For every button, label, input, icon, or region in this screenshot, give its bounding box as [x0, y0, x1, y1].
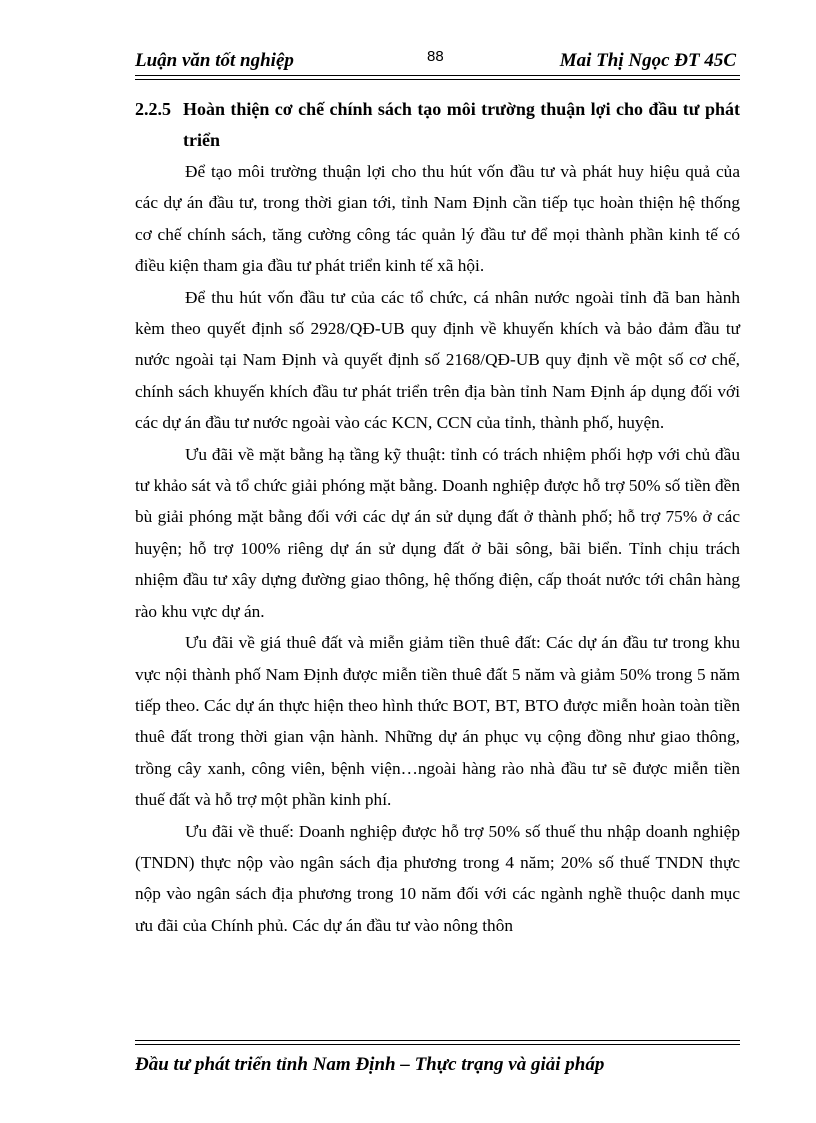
section-number: 2.2.5: [135, 99, 171, 119]
page-body: [135, 94, 740, 941]
header-author: Mai Thị Ngọc ĐT 45C: [559, 50, 736, 71]
paragraph: Để thu hút vốn đầu tư của các tổ chức, cá nhân nước ngoài tỉnh đã ban hành kèm theo quyết định số 2928/QĐ-UB quy định về khuyến khích và bảo đảm đầu tư nước ngoài tại Nam Định và quyết định số 2168/QĐ-UB quy định về một số cơ chế, chính sách khuyến khích đầu tư phát triển trên địa bàn tỉnh Nam Định áp dụng đối với các dự án đầu tư nước ngoài vào các KCN, CCN của tỉnh, thành phố, huyện.: [135, 287, 740, 433]
paragraph: Ưu đãi về mặt bằng hạ tầng kỹ thuật: tỉnh có trách nhiệm phối hợp với chủ đầu tư khảo sát và tổ chức giải phóng mặt bằng. Doanh nghiệp được hỗ trợ 50% số tiền đền bù giải phóng mặt bằng đối với các dự án sử dụng đất ở thành phố; hỗ trợ 75% ở các huyện; hỗ trợ 100% riêng dự án sử dụng đất ở bãi sông, bãi biển. Tỉnh chịu trách nhiệm đầu tư xây dựng đường giao thông, hệ thống điện, cấp thoát nước tới chân hàng rào khu vực dự án.: [135, 444, 740, 621]
page-number: 88: [427, 48, 444, 65]
section-title: Hoàn thiện cơ chế chính sách tạo môi trường thuận lợi cho đầu tư phát triển: [183, 99, 740, 150]
section-heading: [135, 94, 740, 156]
page-footer: Đầu tư phát triển tỉnh Nam Định – Thực trạng và giải pháp: [135, 1054, 605, 1075]
header-rule-top: [135, 75, 740, 76]
paragraph: Ưu đãi về giá thuê đất và miễn giảm tiền thuê đất: Các dự án đầu tư trong khu vực nội thành phố Nam Định được miễn tiền thuê đất 5 năm và giảm 50% trong 5 năm tiếp theo. Các dự án thực hiện theo hình thức BOT, BT, BTO được miễn hoàn toàn tiền thuê đất trong thời gian vận hành. Những dự án phục vụ cộng đồng như giao thông, trồng cây xanh, công viên, bệnh viện…ngoài hàng rào nhà đầu tư sẽ được miễn tiền thuế đất và hỗ trợ một phần kinh phí.: [135, 633, 740, 810]
header-rule-bottom: [135, 79, 740, 80]
footer-rule-bottom: [135, 1044, 740, 1045]
header-thesis-label: Luận văn tốt nghiệp: [135, 50, 294, 71]
page-header: [135, 48, 740, 74]
footer-rule-top: [135, 1040, 740, 1041]
paragraph: Ưu đãi về thuế: Doanh nghiệp được hỗ trợ 50% số thuế thu nhập doanh nghiệp (TNDN) thực nộp vào ngân sách địa phương trong 4 năm; 20% số thuế TNDN thực nộp vào ngân sách địa phương trong 10 năm đối với các ngành nghề thuộc danh mục ưu đãi của Chính phủ. Các dự án đầu tư vào nông thôn: [135, 821, 740, 935]
paragraph: Để tạo môi trường thuận lợi cho thu hút vốn đầu tư và phát huy hiệu quả của các dự án đầu tư, trong thời gian tới, tỉnh Nam Định cần tiếp tục hoàn thiện hệ thống cơ chế chính sách, tăng cường công tác quản lý đầu tư để mọi thành phần kinh tế có điều kiện tham gia đầu tư phát triển kinh tế xã hội.: [135, 162, 740, 276]
